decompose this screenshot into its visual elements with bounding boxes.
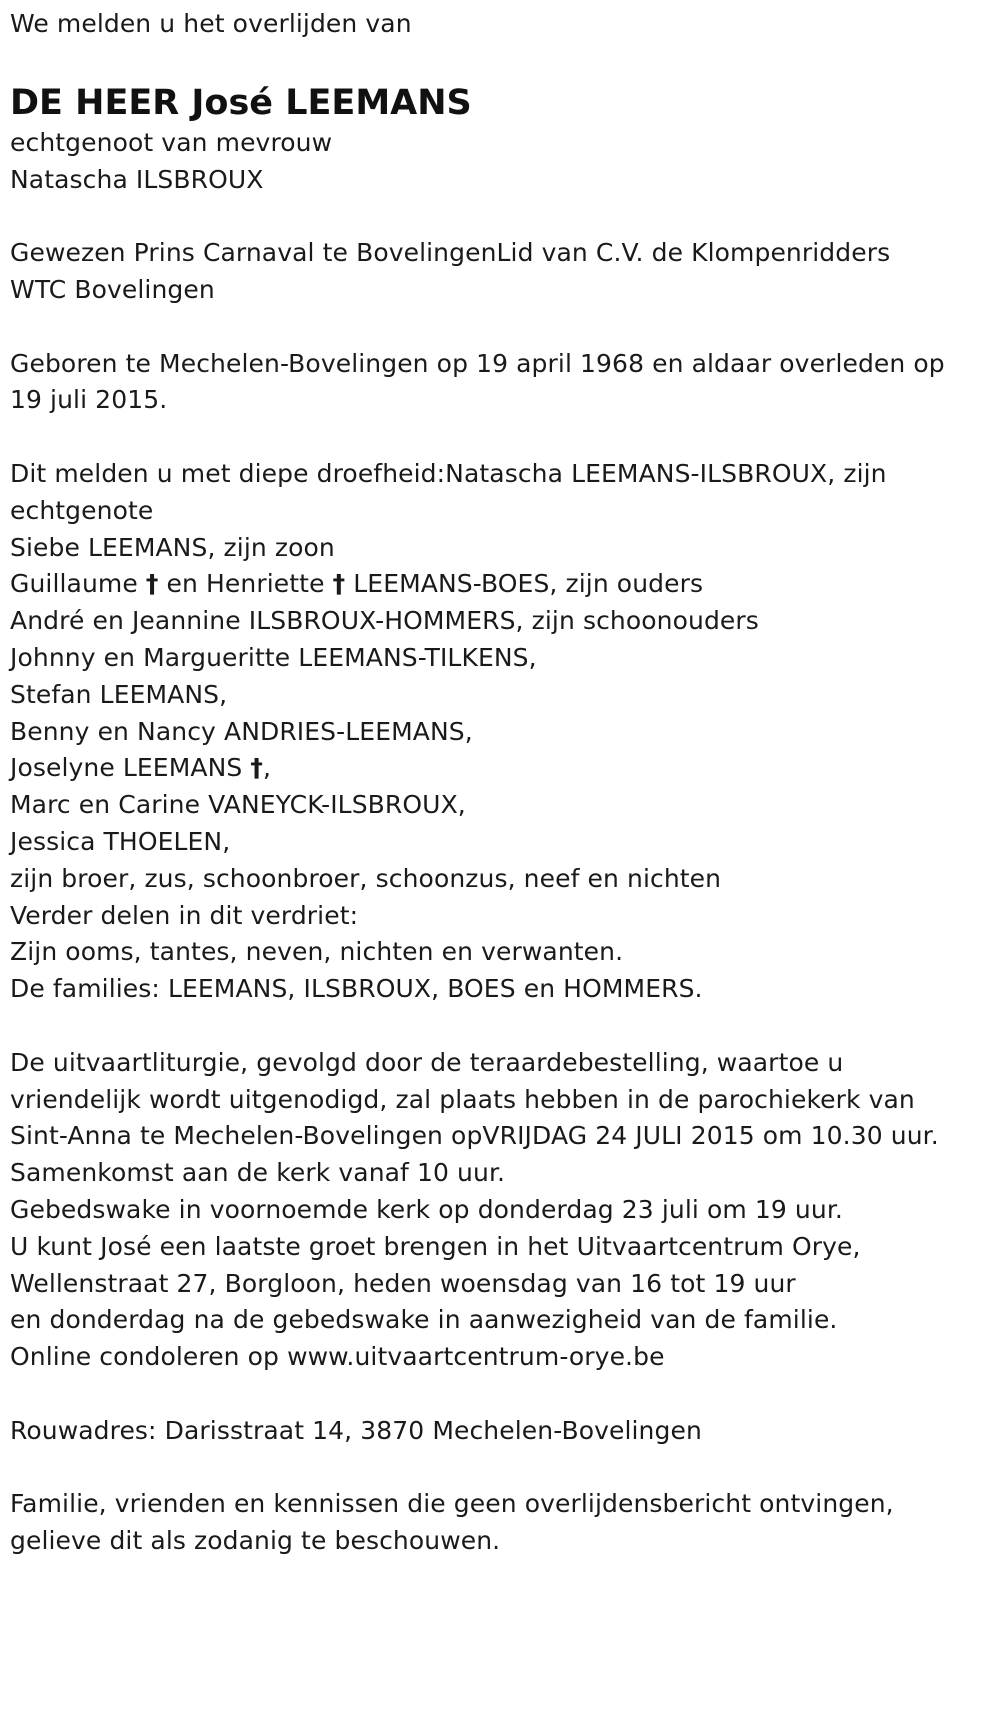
family-line: Benny en Nancy ANDRIES-LEEMANS, [10, 716, 473, 746]
cross-icon: † [332, 569, 346, 599]
family-line: Siebe LEEMANS, zijn zoon [10, 532, 335, 562]
family-text: Joselyne LEEMANS [10, 753, 251, 783]
spacer [10, 1449, 995, 1486]
closing-line: gelieve dit als zodanig te beschouwen. [10, 1526, 501, 1556]
obituary-notice [10, 6, 995, 1560]
family-line: Verder delen in dit verdriet: [10, 900, 359, 930]
spacer [10, 1376, 995, 1413]
memberships-line: WTC Bovelingen [10, 274, 215, 304]
funeral-line: Samenkomst aan de kerk vanaf 10 uur. [10, 1158, 506, 1188]
family-line: André en Jeannine ILSBROUX-HOMMERS, zijn schoonouders [10, 606, 759, 636]
spacer [10, 198, 995, 235]
spouse-line: echtgenoot van mevrouw [10, 127, 333, 157]
spacer [10, 43, 995, 85]
mourning-address: Rouwadres: Darisstraat 14, 3870 Mechelen-Bovelingen [10, 1415, 702, 1445]
family-section [10, 456, 995, 1008]
funeral-line: Sint-Anna te Mechelen-Bovelingen opVRIJDAG 24 JULI 2015 om 10.30 uur. [10, 1121, 939, 1151]
birth-death-line: 19 juli 2015. [10, 385, 168, 415]
spacer [10, 1008, 995, 1045]
family-line: Marc en Carine VANEYCK-ILSBROUX, [10, 790, 466, 820]
funeral-line: Wellenstraat 27, Borgloon, heden woensdag van 16 tot 19 uur [10, 1268, 796, 1298]
family-line: De families: LEEMANS, ILSBROUX, BOES en HOMMERS. [10, 974, 703, 1004]
spacer [10, 419, 995, 456]
spacer [10, 309, 995, 346]
funeral-line: U kunt José een laatste groet brengen in het Uitvaartcentrum Orye, [10, 1231, 861, 1261]
funeral-section [10, 1045, 995, 1376]
family-line: echtgenote [10, 495, 154, 525]
funeral-line: Gebedswake in voornoemde kerk op donderdag 23 juli om 19 uur. [10, 1194, 843, 1224]
memberships-line: Gewezen Prins Carnaval te BovelingenLid van C.V. de Klompenridders [10, 238, 891, 268]
family-line: Stefan LEEMANS, [10, 679, 228, 709]
family-text: LEEMANS-BOES, zijn ouders [345, 569, 704, 599]
spouse-name: Natascha ILSBROUX [10, 164, 264, 194]
family-line: Jessica THOELEN, [10, 826, 231, 856]
family-line-joselyne [10, 750, 995, 787]
funeral-line: vriendelijk wordt uitgenodigd, zal plaats hebben in de parochiekerk van [10, 1084, 915, 1114]
family-line: Johnny en Margueritte LEEMANS-TILKENS, [10, 642, 537, 672]
family-text: en Henriette [158, 569, 333, 599]
family-line-parents [10, 566, 995, 603]
deceased-name-title: DE HEER José LEEMANS [10, 82, 472, 123]
cross-icon: † [250, 753, 264, 783]
cross-icon: † [145, 569, 159, 599]
family-line: Zijn ooms, tantes, neven, nichten en verwanten. [10, 937, 624, 967]
family-line: Dit melden u met diepe droefheid:Natascha LEEMANS-ILSBROUX, zijn [10, 458, 887, 488]
funeral-line: en donderdag na de gebedswake in aanwezigheid van de familie. [10, 1305, 838, 1335]
family-text: Guillaume [10, 569, 146, 599]
birth-death-line: Geboren te Mechelen-Bovelingen op 19 april 1968 en aldaar overleden op [10, 348, 945, 378]
family-text: , [263, 753, 272, 783]
closing-line: Familie, vrienden en kennissen die geen overlijdensbericht ontvingen, [10, 1489, 894, 1519]
condolence-line: Online condoleren op www.uitvaartcentrum-orye.be [10, 1342, 665, 1372]
intro-text: We melden u het overlijden van [10, 9, 412, 38]
family-line: zijn broer, zus, schoonbroer, schoonzus, neef en nichten [10, 863, 722, 893]
funeral-line: De uitvaartliturgie, gevolgd door de teraardebestelling, waartoe u [10, 1047, 844, 1077]
